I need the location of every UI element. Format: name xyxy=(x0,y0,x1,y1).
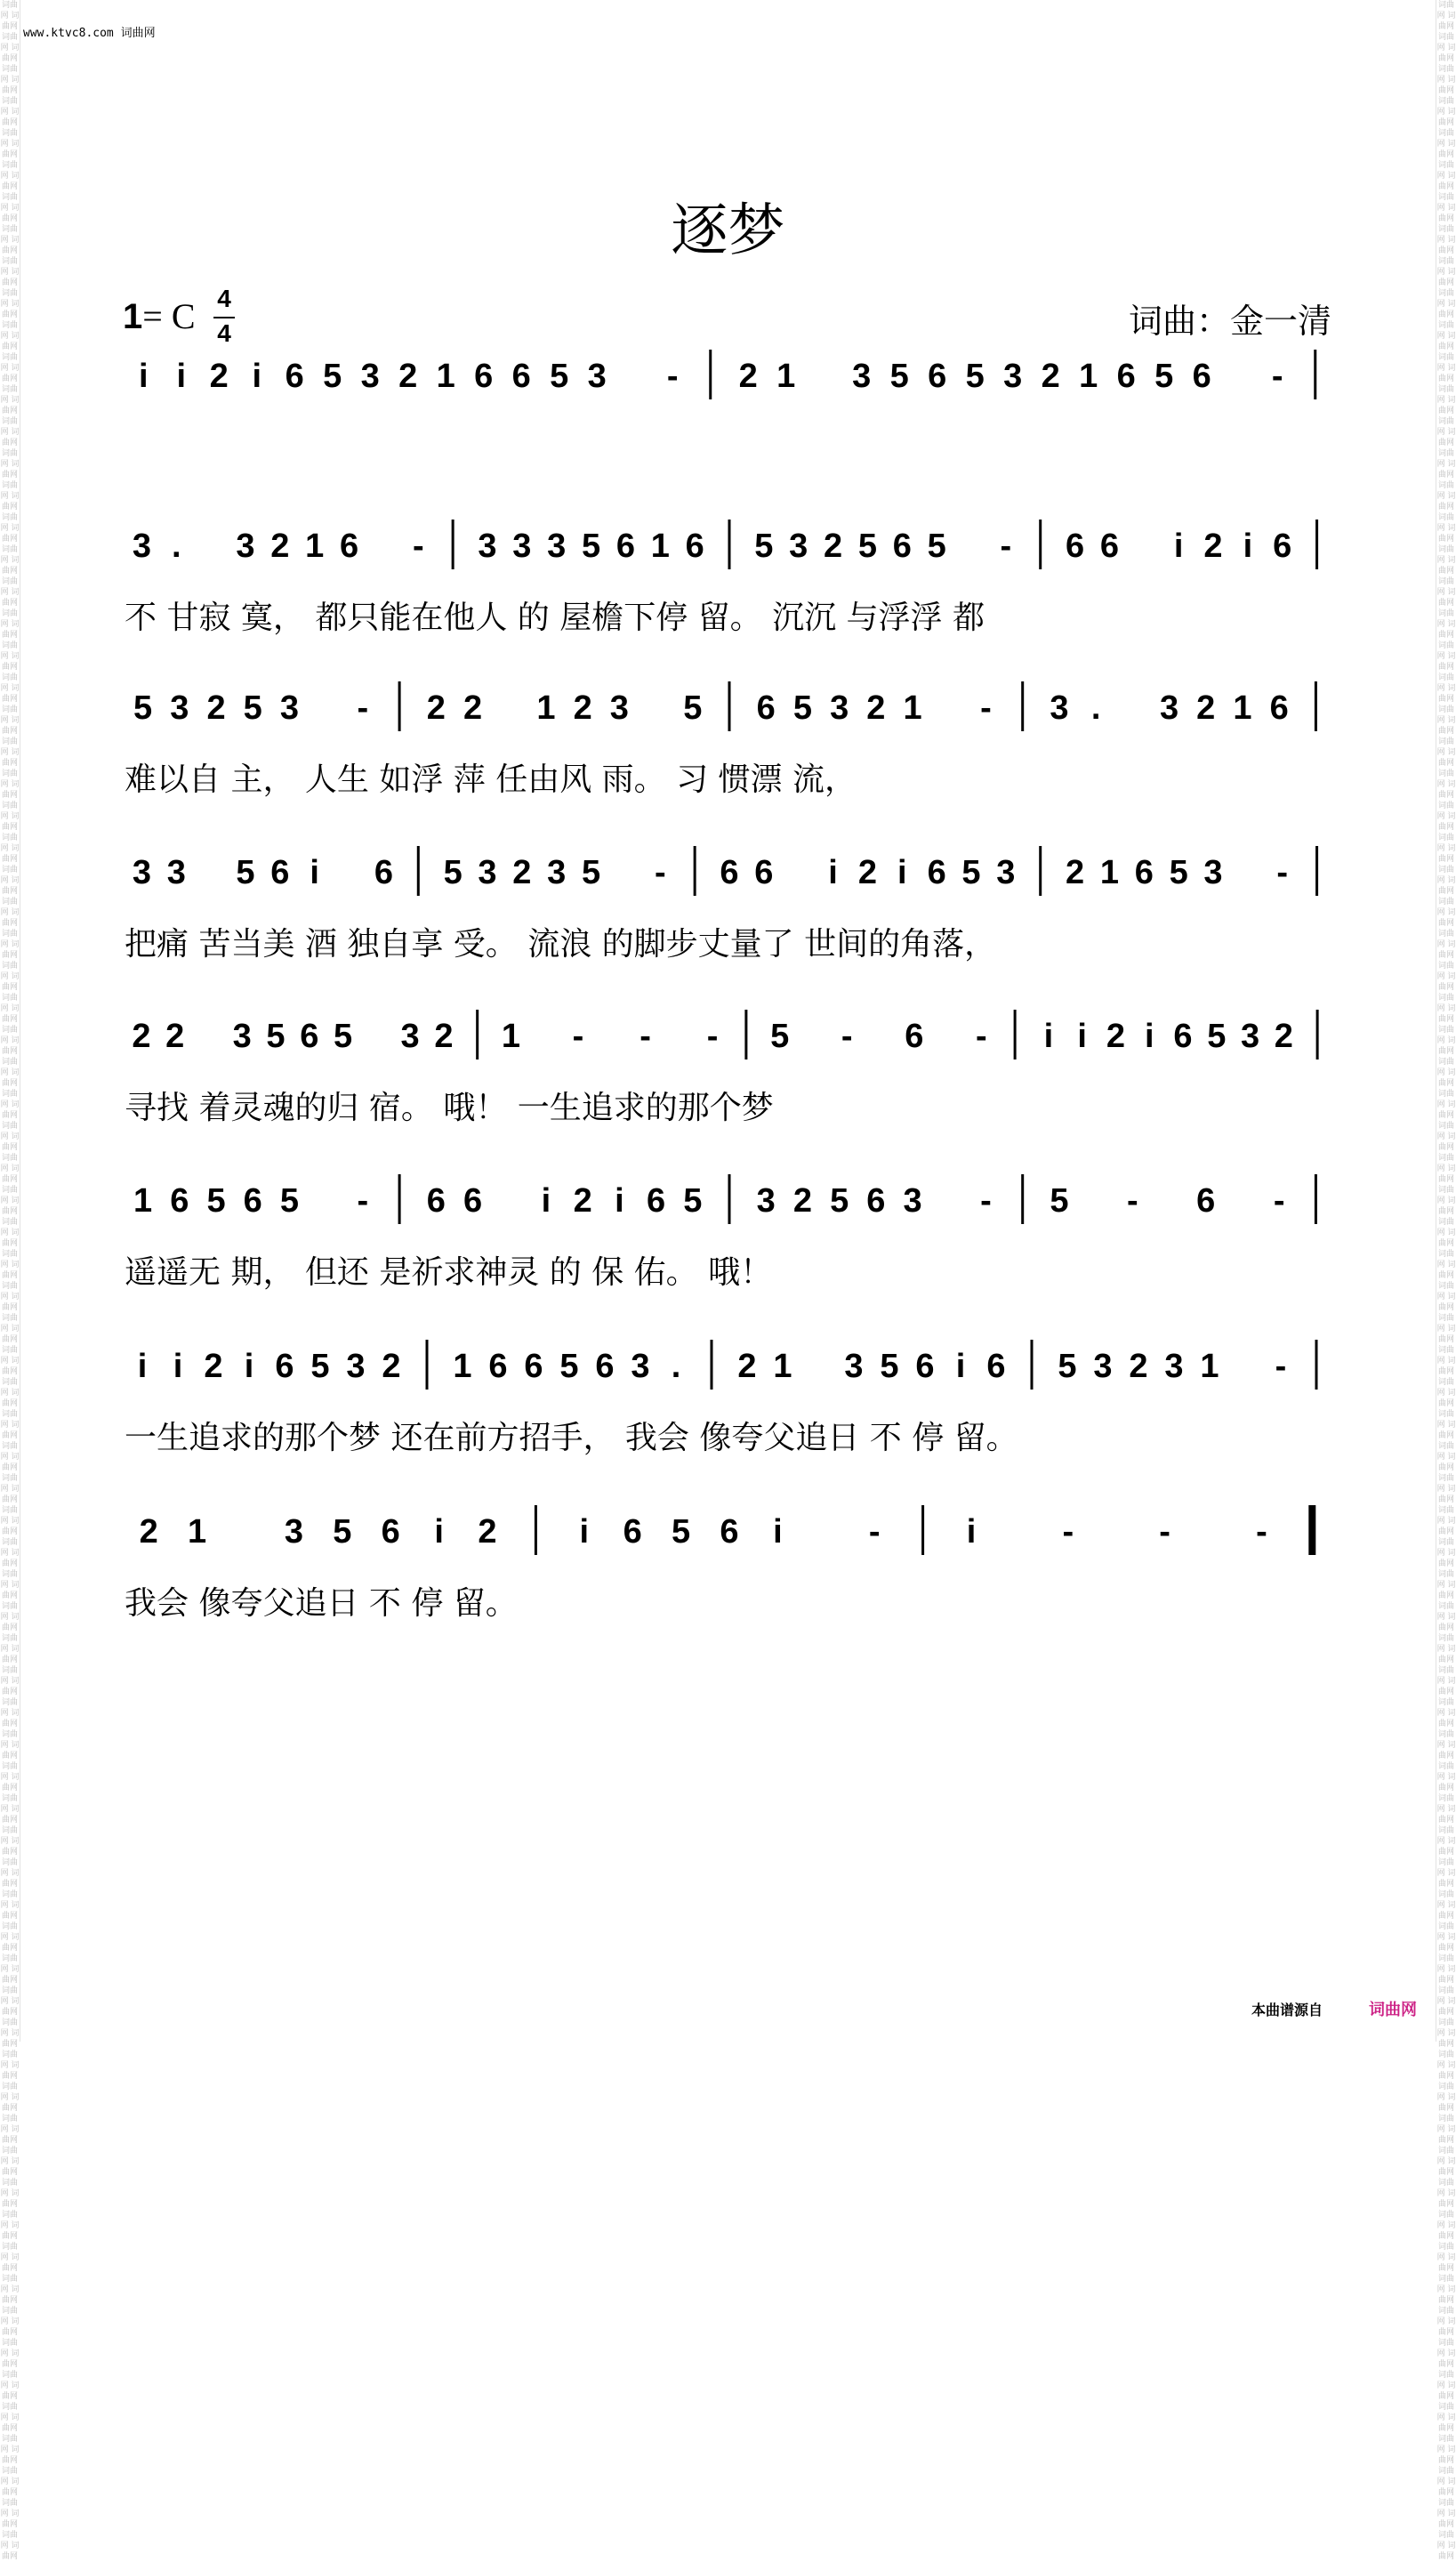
left-margin-watermark: 词曲网 词曲网 词曲网 词曲网 词曲网 词曲网 词曲网 词曲网 词曲网 词曲网 词曲网 词曲网 词曲网 词曲网 词曲网 词曲网 词曲网 词曲网 词曲网 词曲网 词曲网 词曲网 词曲网 词曲网 词曲网 词曲网 词曲网 词曲网 词曲网 词曲网 词曲网 词曲网 词曲网 词曲网 词曲网 词曲网 词曲网 词曲网 词曲网 词曲网 词曲网 词曲网 词曲网 词曲网 词曲网 词曲网 词曲网 词曲网 词曲网 词曲网 词曲网 词曲网 词曲网 词曲网 词曲网 词曲网 词曲网 词曲网 词曲网 词曲网 词曲网 词曲网 词曲网 词曲网 词曲网 词曲网 词曲网 词曲网 词曲网 词曲网 词曲网 词曲网 词曲网 词曲网 词曲网 词曲网 词曲网 词曲网 词曲网 词曲网 词曲网 词曲网 词曲网 词曲网 词曲网 词曲网 词曲网 词曲网 词曲网 词曲网 词曲网 词曲网 词曲网 词曲网 词曲网 词曲网 词曲网 词曲网 词曲网 词曲网 词曲网 词曲网 词曲网 词曲网 词曲网 词曲网 词曲网 词曲网 词曲网 词曲网 词曲网 词曲网 词曲网 词曲网 词曲网 词曲网 词曲网 词曲网 词曲网 词曲网 词曲网 词曲网 词曲网 词曲网 词曲网 词曲网 词曲网 词曲网 词曲网 词曲网 词曲网 词曲网 词曲网 词曲网 词曲网 词曲网 词曲网 词曲网 词曲网 词曲网 词曲网 词曲网 词曲网 词曲网 词曲网 词曲网 词曲网 词曲网 词曲网 词曲网 词曲网 词曲网 词曲网 词曲网 词曲网 词曲网 词曲网 词曲网 词曲网 词曲网 xyxy=(0,1,20,2561)
barline xyxy=(1021,681,1024,731)
note: i xyxy=(310,854,319,891)
note: 1 xyxy=(903,689,922,727)
note: 2 xyxy=(426,689,446,727)
note: 5 xyxy=(443,854,463,891)
note: 3 xyxy=(512,528,532,565)
note: 5 xyxy=(236,854,255,891)
note: 1 xyxy=(501,1018,521,1055)
barline xyxy=(1014,1010,1017,1059)
note: - xyxy=(1275,1348,1287,1385)
note: 1 xyxy=(453,1348,472,1385)
note: - xyxy=(980,689,992,727)
note: 2 xyxy=(382,1348,401,1385)
note: 5 xyxy=(133,689,153,727)
note: 6 xyxy=(1116,358,1136,395)
note: 2 xyxy=(398,358,418,395)
note: 3 xyxy=(1003,358,1023,395)
note: 3 xyxy=(279,689,300,727)
note: 5 xyxy=(857,528,877,565)
note: 3 xyxy=(284,1513,303,1551)
note: 6 xyxy=(720,1513,739,1551)
note: 5 xyxy=(582,854,601,891)
note: 6 xyxy=(905,1018,924,1055)
note: 5 xyxy=(927,528,946,565)
note: 1 xyxy=(650,528,670,565)
note: 6 xyxy=(524,1348,543,1385)
key-equals: = xyxy=(142,296,163,336)
barline xyxy=(1031,1340,1034,1390)
note: i xyxy=(434,1513,444,1551)
note: 5 xyxy=(266,1018,286,1055)
note: 1 xyxy=(536,689,556,727)
note: 2 xyxy=(857,854,877,891)
barline xyxy=(1021,1174,1024,1224)
note: 3 xyxy=(830,689,849,727)
note: 5 xyxy=(961,854,981,891)
note: i xyxy=(1077,1018,1087,1055)
note: - xyxy=(666,358,679,395)
note: 1 xyxy=(133,1182,153,1220)
note: 6 xyxy=(1273,528,1292,565)
note: . xyxy=(172,528,181,565)
lyric-line: 把痛 苦当美 酒 独自享 受。 流浪 的脚步丈量了 世间的角落， xyxy=(125,926,997,963)
note: i xyxy=(176,358,187,395)
note: 6 xyxy=(915,1348,935,1385)
barline xyxy=(1315,520,1318,569)
note: 6 xyxy=(927,854,946,891)
note: 6 xyxy=(595,1348,615,1385)
note: 1 xyxy=(1233,689,1252,727)
note: 6 xyxy=(756,689,776,727)
note: 6 xyxy=(647,1182,666,1220)
note: - xyxy=(706,1018,719,1055)
note: 6 xyxy=(1173,1018,1193,1055)
note: 1 xyxy=(776,358,796,395)
note: 5 xyxy=(1058,1348,1077,1385)
barline xyxy=(1315,846,1318,896)
note: i xyxy=(1243,528,1253,565)
key-note: C xyxy=(171,296,196,336)
lyric-line: 难以自 主， 人生 如浮 萍 任由风 雨。 习 惯漂 流， xyxy=(125,761,857,798)
key-degree: 1 xyxy=(123,297,143,336)
note: 3 xyxy=(1159,689,1179,727)
note: 1 xyxy=(1200,1348,1219,1385)
barline xyxy=(535,1505,537,1555)
note: 3 xyxy=(903,1182,922,1220)
note: 5 xyxy=(243,689,262,727)
note: 5 xyxy=(683,689,703,727)
barline xyxy=(426,1340,429,1390)
note: 3 xyxy=(996,854,1016,891)
note: 5 xyxy=(206,1182,226,1220)
note: 6 xyxy=(270,854,290,891)
note: i xyxy=(897,854,907,891)
note: 5 xyxy=(770,1018,790,1055)
note: 6 xyxy=(300,1018,319,1055)
note: 2 xyxy=(1041,358,1060,395)
barline xyxy=(709,350,712,399)
note: 2 xyxy=(209,358,229,395)
note: 5 xyxy=(582,528,601,565)
note: - xyxy=(357,689,369,727)
note: i xyxy=(173,1348,183,1385)
barline xyxy=(744,1010,747,1059)
footer xyxy=(1251,1997,1417,2020)
note: 1 xyxy=(305,528,325,565)
note: - xyxy=(1256,1513,1267,1551)
note: 6 xyxy=(1099,528,1119,565)
note: 3 xyxy=(132,854,151,891)
note: - xyxy=(1271,358,1283,395)
note: 6 xyxy=(243,1182,262,1220)
note: 3 xyxy=(1050,689,1069,727)
note: 3 xyxy=(232,1018,252,1055)
barline xyxy=(1316,1010,1319,1059)
note: 3 xyxy=(360,358,380,395)
note: i xyxy=(1144,1018,1154,1055)
note: i xyxy=(252,358,262,395)
note: 5 xyxy=(754,528,774,565)
note: 3 xyxy=(844,1348,864,1385)
note: 2 xyxy=(512,854,532,891)
note: i xyxy=(773,1513,783,1551)
barline xyxy=(1315,1174,1317,1224)
note: 6 xyxy=(928,358,947,395)
barline xyxy=(728,520,731,569)
barline xyxy=(1308,1505,1315,1555)
note: 2 xyxy=(573,1182,592,1220)
note: 5 xyxy=(1169,854,1188,891)
note: 6 xyxy=(426,1182,446,1220)
note: i xyxy=(615,1182,624,1220)
note: i xyxy=(828,854,838,891)
barline xyxy=(398,1174,401,1224)
note: 3 xyxy=(547,854,567,891)
note: 2 xyxy=(206,689,226,727)
note: 2 xyxy=(463,689,483,727)
note: 6 xyxy=(623,1513,642,1551)
note: 6 xyxy=(1066,528,1085,565)
note: 6 xyxy=(374,854,393,891)
note: 3 xyxy=(1240,1018,1260,1055)
note: 1 xyxy=(1079,358,1098,395)
barline xyxy=(711,1340,713,1390)
note: 2 xyxy=(738,358,758,395)
note: 6 xyxy=(1196,1182,1216,1220)
note: 6 xyxy=(275,1348,294,1385)
note: - xyxy=(1062,1513,1074,1551)
note: 3 xyxy=(478,528,497,565)
note: 2 xyxy=(1203,528,1223,565)
note: 6 xyxy=(1192,358,1211,395)
note: i xyxy=(1173,528,1184,565)
time-top: 4 xyxy=(217,285,231,312)
note: 2 xyxy=(1106,1018,1126,1055)
note: 3 xyxy=(789,528,808,565)
note: 1 xyxy=(1099,854,1119,891)
note: 6 xyxy=(488,1348,508,1385)
note: 6 xyxy=(381,1513,400,1551)
note: 6 xyxy=(685,528,704,565)
note: 3 xyxy=(609,689,629,727)
composer-credit: 词曲：金一清 xyxy=(1128,302,1331,341)
footer-source: 本曲谱源自 xyxy=(1251,2002,1323,2018)
note: 5 xyxy=(965,358,985,395)
note: 2 xyxy=(1129,1348,1148,1385)
note: i xyxy=(579,1513,590,1551)
note: 3 xyxy=(236,528,255,565)
note: 6 xyxy=(754,854,774,891)
note: 3 xyxy=(170,689,189,727)
note: 6 xyxy=(1269,689,1289,727)
note: i xyxy=(137,1348,148,1385)
barline xyxy=(1315,1340,1318,1390)
note: 5 xyxy=(1207,1018,1227,1055)
barline xyxy=(921,1505,924,1555)
note: 3 xyxy=(400,1018,420,1055)
note: 5 xyxy=(889,358,909,395)
barline xyxy=(1315,681,1317,731)
note: - xyxy=(1159,1513,1170,1551)
time-bottom: 4 xyxy=(217,319,231,347)
note: 2 xyxy=(132,1018,151,1055)
barline xyxy=(452,520,454,569)
footer-brand: 词曲网 xyxy=(1369,2001,1417,2019)
note: - xyxy=(640,1018,651,1055)
note: 2 xyxy=(139,1513,158,1551)
note: - xyxy=(357,1182,369,1220)
note: 5 xyxy=(559,1348,579,1385)
note: 5 xyxy=(310,1348,330,1385)
note: 3 xyxy=(166,854,186,891)
note: 2 xyxy=(792,1182,812,1220)
note: 6 xyxy=(170,1182,189,1220)
note: 3 xyxy=(1164,1348,1184,1385)
note: - xyxy=(412,528,424,565)
note: 5 xyxy=(792,689,812,727)
note: 6 xyxy=(463,1182,483,1220)
note: 3 xyxy=(587,358,607,395)
note: - xyxy=(572,1018,584,1055)
song-title: 逐梦 xyxy=(671,198,785,264)
note: 2 xyxy=(434,1018,454,1055)
note: 3 xyxy=(547,528,567,565)
note: 5 xyxy=(323,358,342,395)
note: 6 xyxy=(474,358,494,395)
note: - xyxy=(1273,1182,1285,1220)
note: 5 xyxy=(830,1182,849,1220)
note: 6 xyxy=(615,528,635,565)
note: 2 xyxy=(573,689,592,727)
note: 5 xyxy=(550,358,569,395)
note: 3 xyxy=(478,854,497,891)
note: 2 xyxy=(1066,854,1085,891)
lyric-line: 遥遥无 期， 但还 是祈求神灵 的 保 佑。 哦！ xyxy=(125,1254,773,1291)
note: 2 xyxy=(478,1513,497,1551)
site-url: www.ktvc8.com 词曲网 xyxy=(23,27,156,40)
note: 3 xyxy=(756,1182,776,1220)
barline xyxy=(476,1010,479,1059)
note: - xyxy=(868,1513,881,1551)
note: - xyxy=(654,854,666,891)
note: i xyxy=(541,1182,551,1220)
note: 2 xyxy=(737,1348,757,1385)
note: 5 xyxy=(333,1513,352,1551)
barline xyxy=(1314,350,1316,399)
note: 2 xyxy=(270,528,290,565)
lyric-line: 一生追求的那个梦 还在前方招手， 我会 像夸父追日 不 停 留。 xyxy=(125,1420,1018,1456)
note: 6 xyxy=(1134,854,1154,891)
note: - xyxy=(1276,854,1289,891)
note: 1 xyxy=(188,1513,207,1551)
note: 3 xyxy=(1203,854,1223,891)
note: - xyxy=(980,1182,992,1220)
note: 3 xyxy=(132,528,151,565)
note: 5 xyxy=(333,1018,353,1055)
note: i xyxy=(955,1348,966,1385)
note: 6 xyxy=(340,528,359,565)
note: 5 xyxy=(279,1182,300,1220)
note: 2 xyxy=(866,689,886,727)
note: 5 xyxy=(1154,358,1174,395)
note: 3 xyxy=(852,358,872,395)
note: - xyxy=(976,1018,987,1055)
note: 3 xyxy=(1093,1348,1113,1385)
note: 5 xyxy=(683,1182,703,1220)
barline xyxy=(417,846,420,896)
barline xyxy=(1039,846,1042,896)
note: 3 xyxy=(631,1348,650,1385)
barline xyxy=(728,681,731,731)
note: 1 xyxy=(436,358,455,395)
note: 6 xyxy=(866,1182,886,1220)
note: 2 xyxy=(165,1018,185,1055)
note: 2 xyxy=(824,528,843,565)
note: - xyxy=(841,1018,853,1055)
barline xyxy=(728,1174,731,1224)
note: 2 xyxy=(1196,689,1216,727)
note: 6 xyxy=(986,1348,1006,1385)
note: - xyxy=(1127,1182,1138,1220)
note: 1 xyxy=(773,1348,792,1385)
barline xyxy=(694,846,696,896)
note: 2 xyxy=(1274,1018,1293,1055)
lyric-line: 寻找 着灵魂的归 宿。 哦！ 一生追求的那个梦 xyxy=(125,1090,774,1126)
note: 6 xyxy=(720,854,739,891)
note: i xyxy=(966,1513,977,1551)
note: 6 xyxy=(892,528,912,565)
note: 3 xyxy=(346,1348,366,1385)
note: i xyxy=(1043,1018,1054,1055)
note: - xyxy=(1000,528,1012,565)
barline xyxy=(1039,520,1042,569)
barline xyxy=(398,681,401,731)
note: . xyxy=(1090,689,1101,727)
note: 5 xyxy=(1050,1182,1069,1220)
note: 6 xyxy=(285,358,304,395)
note: 5 xyxy=(880,1348,899,1385)
note: i xyxy=(244,1348,254,1385)
note: 5 xyxy=(672,1513,691,1551)
lyric-line: 我会 像夸父追日 不 停 留。 xyxy=(125,1585,518,1622)
note: 2 xyxy=(204,1348,223,1385)
note: i xyxy=(138,358,149,395)
lyric-line: 不 甘寂 寞， 都只能在他人 的 屋檐下停 留。 沉沉 与浮浮 都 xyxy=(125,600,985,636)
note: . xyxy=(671,1348,681,1385)
right-margin-watermark: 词曲网 词曲网 词曲网 词曲网 词曲网 词曲网 词曲网 词曲网 词曲网 词曲网 词曲网 词曲网 词曲网 词曲网 词曲网 词曲网 词曲网 词曲网 词曲网 词曲网 词曲网 词曲网 词曲网 词曲网 词曲网 词曲网 词曲网 词曲网 词曲网 词曲网 词曲网 词曲网 词曲网 词曲网 词曲网 词曲网 词曲网 词曲网 词曲网 词曲网 词曲网 词曲网 词曲网 词曲网 词曲网 词曲网 词曲网 词曲网 词曲网 词曲网 词曲网 词曲网 词曲网 词曲网 词曲网 词曲网 词曲网 词曲网 词曲网 词曲网 词曲网 词曲网 词曲网 词曲网 词曲网 词曲网 词曲网 词曲网 词曲网 词曲网 词曲网 词曲网 词曲网 词曲网 词曲网 词曲网 词曲网 词曲网 词曲网 词曲网 词曲网 词曲网 词曲网 词曲网 词曲网 词曲网 词曲网 词曲网 词曲网 词曲网 词曲网 词曲网 词曲网 词曲网 词曲网 词曲网 词曲网 词曲网 词曲网 词曲网 词曲网 词曲网 词曲网 词曲网 词曲网 词曲网 词曲网 词曲网 词曲网 词曲网 词曲网 词曲网 词曲网 词曲网 词曲网 词曲网 词曲网 词曲网 词曲网 词曲网 词曲网 词曲网 词曲网 词曲网 词曲网 词曲网 词曲网 词曲网 词曲网 词曲网 词曲网 词曲网 词曲网 词曲网 词曲网 词曲网 词曲网 词曲网 词曲网 词曲网 词曲网 词曲网 词曲网 词曲网 词曲网 词曲网 词曲网 词曲网 词曲网 词曲网 词曲网 词曲网 词曲网 词曲网 词曲网 词曲网 词曲网 词曲网 词曲网 词曲网 xyxy=(1436,1,1456,2561)
note: 6 xyxy=(511,358,531,395)
